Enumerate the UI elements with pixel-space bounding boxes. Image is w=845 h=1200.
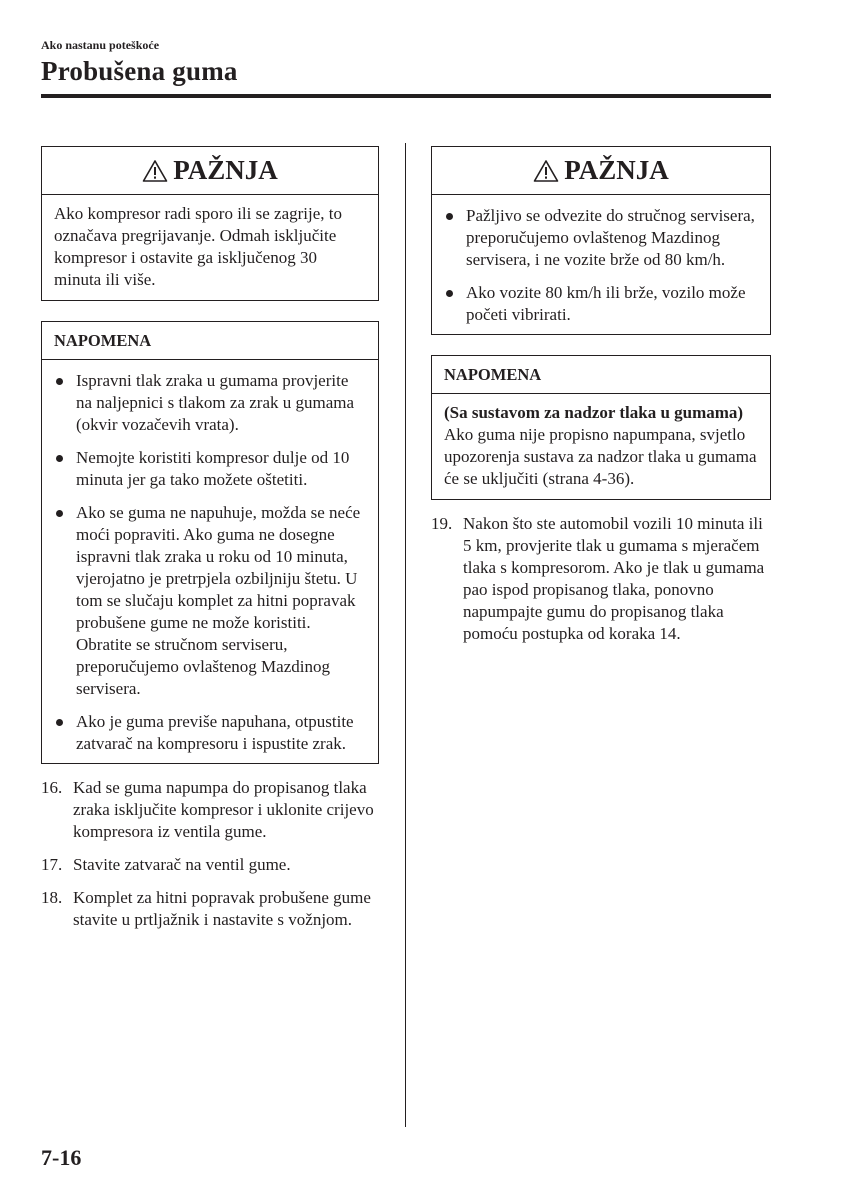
warning-heading [42, 147, 378, 195]
warning-text: Ako kompresor radi sporo ili se zagrije, to označava pregrijavanje. Odmah isključite kompresor i ostavite ga isključenog 30 minuta ili više. [54, 204, 342, 289]
warning-heading [432, 147, 770, 195]
step-list [41, 777, 379, 931]
warning-heading-text: PAŽNJA [564, 155, 669, 185]
note-body [432, 394, 770, 499]
step-text: Kad se guma napumpa do propisanog tlaka zraka isključite kompresor i uklonite crijevo kompresora iz ventila gume. [73, 778, 374, 841]
note-subheading: (Sa sustavom za nadzor tlaka u gumama) [444, 403, 744, 422]
right-column [431, 146, 771, 656]
note-body [42, 360, 378, 763]
page-title: Probušena guma [41, 56, 238, 86]
warning-heading-text: PAŽNJA [173, 155, 278, 185]
warning-list [444, 205, 760, 326]
step-number: 16. [41, 778, 63, 797]
warning-item: Ako vozite 80 km/h ili brže, vozilo može početi vibrirati. [444, 282, 760, 326]
column-divider [405, 143, 406, 1127]
step-18 [41, 887, 379, 931]
step-16 [41, 777, 379, 843]
step-17 [41, 854, 379, 876]
note-box [431, 355, 771, 500]
step-number: 17. [41, 855, 63, 874]
step-text: Stavite zatvarač na ventil gume. [73, 855, 291, 874]
warning-item: Pažljivo se odvezite do stručnog servisera, preporučujemo ovlaštenog Mazdinog servisera, i ne vozite brže od 80 km/h. [444, 205, 760, 271]
note-list [54, 370, 368, 755]
step-list [431, 513, 771, 645]
note-heading: NAPOMENA [432, 356, 770, 394]
note-item: Ispravni tlak zraka u gumama provjerite na naljepnici s tlakom za zrak u gumama (okvir vozačevih vrata). [54, 370, 368, 436]
section-label: Ako nastanu poteškoće [41, 38, 160, 52]
note-item: Nemojte koristiti kompresor dulje od 10 minuta jer ga tako možete oštetiti. [54, 447, 368, 491]
note-text: Ako guma nije propisno napumpana, svjetlo upozorenja sustava za nadzor tlaka u gumama će se uključiti (strana 4-36). [444, 425, 757, 488]
step-number: 18. [41, 888, 63, 907]
step-19 [431, 513, 771, 645]
warning-triangle-icon [533, 159, 559, 183]
left-column [41, 146, 379, 942]
title-rule [41, 94, 771, 98]
page-number: 7-16 [41, 1145, 82, 1170]
warning-body [432, 195, 770, 334]
warning-box [41, 146, 379, 301]
step-text: Komplet za hitni popravak probušene gume stavite u prtljažnik i nastavite s vožnjom. [73, 888, 371, 929]
note-item: Ako je guma previše napuhana, otpustite zatvarač na kompresoru i ispustite zrak. [54, 711, 368, 755]
warning-triangle-icon [142, 159, 168, 183]
warning-box [431, 146, 771, 335]
note-item: Ako se guma ne napuhuje, možda se neće moći popraviti. Ako guma ne dosegne ispravni tlak zraka u roku od 10 minuta, vjerojatno je pretrpjela ozbiljniju štetu. U tom se slučaju komplet za hitni popravak probušene gume ne može koristiti. Obratite se stručnom serviseru, preporučujemo ovlaštenog Mazdinog servisera. [54, 502, 368, 700]
step-number: 19. [431, 514, 453, 533]
note-heading: NAPOMENA [42, 322, 378, 360]
step-text: Nakon što ste automobil vozili 10 minuta ili 5 km, provjerite tlak u gumama s mjeračem tlaka s kompresorom. Ako je tlak u gumama pao ispod propisanog tlaka, ponovno napumpajte gumu do propisanog tlaka pomoću postupka od koraka 14. [463, 514, 765, 643]
note-box [41, 321, 379, 764]
